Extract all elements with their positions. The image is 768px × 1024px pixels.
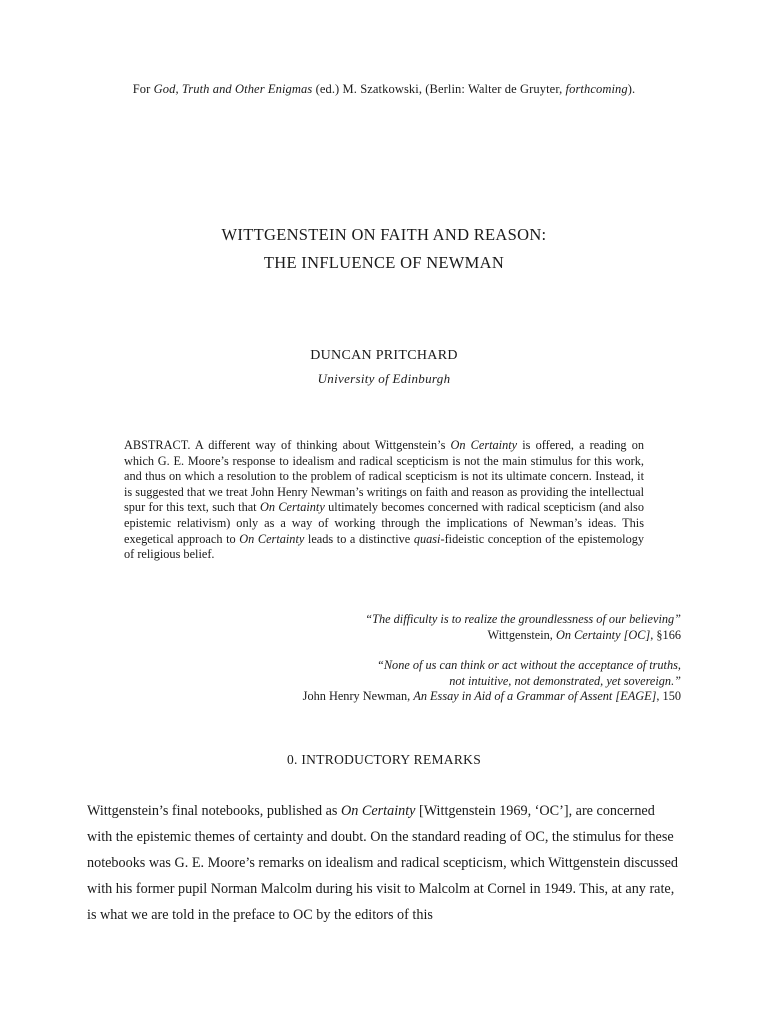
abstract-text: -fideistic conception of the epistemology of religious belief. [124, 531, 645, 562]
epigraph-source [161, 628, 681, 644]
epigraphs [161, 612, 681, 720]
epigraph-quote: not intuitive, not demonstrated, yet sovereign.” [449, 673, 681, 688]
publication-note-suffix: ). [627, 82, 636, 96]
abstract-text: is offered, a reading on which G. E. Moore’s response to idealism and radical scepticism is not the main stimulus for this work, and thus on which a resolution to the problem of radical scepticism is not its ultimate concern. Instead, it is suggested that we treat John Henry Newman’s writings on faith and reason as providing the intellectual spur for this text, such that [124, 438, 644, 515]
epigraph [161, 658, 681, 705]
body-paragraph [87, 798, 681, 928]
epigraph-source [161, 689, 681, 705]
abstract-text: leads to a distinctive [304, 531, 414, 546]
publication-status: forthcoming [565, 82, 628, 96]
author-affiliation: University of Edinburgh [317, 371, 451, 386]
publication-note-details: (ed.) M. Szatkowski, (Berlin: Walter de Gruyter, [312, 82, 566, 96]
epigraph-source-author: John Henry Newman, [302, 689, 414, 704]
abstract-work-title: On Certainty [450, 438, 518, 452]
epigraph-quote: “The difficulty is to realize the groundlessness of our believing” [365, 612, 681, 626]
author-name: DUNCAN PRITCHARD [310, 348, 458, 363]
epigraph-source-work: On Certainty [OC] [555, 627, 651, 642]
abstract-text: ABSTRACT. A different way of thinking about Wittgenstein’s [124, 438, 451, 452]
epigraph-quote: “None of us can think or act without the acceptance of truths, [377, 658, 681, 673]
epigraph-source-locator: , §166 [650, 627, 681, 642]
body-text: Wittgenstein’s final notebooks, published as [87, 803, 341, 819]
body-work-title: On Certainty [340, 803, 416, 819]
publication-note [0, 82, 768, 97]
publication-book-title: God, Truth and Other Enigmas [153, 82, 313, 96]
abstract [124, 438, 644, 563]
author-block [0, 344, 768, 390]
body-text: [Wittgenstein 1969, ‘OC’], are concerned with the epistemic themes of certainty and doubt. On the standard reading of OC, the stimulus for these notebooks was G. E. Moore’s remarks on idealism and radical scepticism, which Wittgenstein discussed with his former pupil Norman Malcolm during his visit to Malcolm at Cornel in 1949. This, at any rate, is what we are told in the preface to OC by the editors of this [87, 803, 678, 923]
epigraph-source-author: Wittgenstein, [487, 627, 556, 642]
publication-note-prefix: For [132, 82, 154, 96]
epigraph [161, 612, 681, 643]
abstract-text: ultimately becomes concerned with radical scepticism (and also epistemic relativism) only as a way of working through the implications of Newman’s ideas. This exegetical approach to [124, 500, 644, 546]
paper-title-line-2: THE INFLUENCE OF NEWMAN [263, 253, 505, 272]
paper-title [0, 221, 768, 277]
section-heading: 0. INTRODUCTORY REMARKS [286, 752, 482, 767]
abstract-emphasis: quasi [413, 531, 441, 546]
abstract-work-title: On Certainty [239, 531, 305, 546]
epigraph-source-work: An Essay in Aid of a Grammar of Assent [EAGE] [413, 689, 657, 704]
abstract-work-title: On Certainty [259, 500, 325, 515]
paper-title-line-1: WITTGENSTEIN ON FAITH AND REASON: [221, 225, 547, 244]
epigraph-source-locator: , 150 [656, 689, 681, 704]
